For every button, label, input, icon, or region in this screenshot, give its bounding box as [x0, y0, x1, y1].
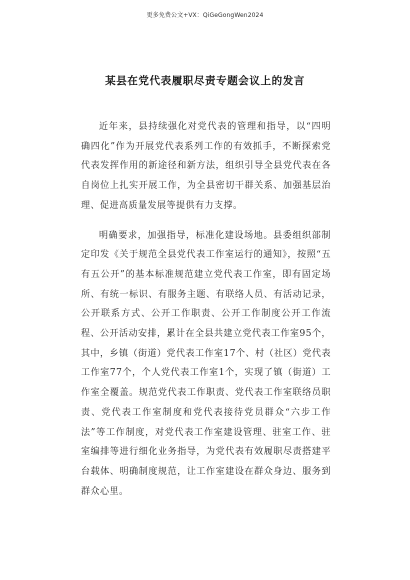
paragraph: 明确要求，加强指导，标准化建设场地。县委组织部制定印发《关于规范全县党代表工作室运行的通知》，按照“五有五公开”的基本标准规范建立党代表工作室，即有固定场所、有统一标识、有服务主题、有联络人员、有活动记录，公开联系方式、公开工作职责、公开工作制度公开工作流程、公开活动安排，累计在全县共建立党代表工作室95个，其中，乡镇（街道）党代表工作室17个、村（社区）党代表工作室77个，个人党代表工作室1个，实现了镇（街道）工作室全覆盖。规范党代表工作职责、党代表工作室联络员职责、党代表工作室制度和党代表接待党员群众“六步工作法”等工作制度，对党代表工作室建设管理、驻室工作、驻室编排等进行细化业务指导，为党代表有效履职尽责搭建平台载体、明确制度规范，让工作室建设在群众身边、服务到群众心里。 — [81, 230, 331, 497]
document-title: 某县在党代表履职尽责专题会议上的发言 — [105, 75, 305, 87]
document-body — [81, 118, 331, 512]
paragraph: 近年来，县持续强化对党代表的管理和指导，以“四明确四化”作为开展党代表系列工作的有效抓手，不断探索党代表发挥作用的新途径和新方法，组织引导全县党代表在各自岗位上扎实开展工作，为全县密切干群关系、加强基层治理、促进高质量发展等提供有力支撑。 — [81, 122, 331, 211]
header-note: 更多免费公文+VX：QiGeGongWen2024 — [146, 12, 264, 19]
